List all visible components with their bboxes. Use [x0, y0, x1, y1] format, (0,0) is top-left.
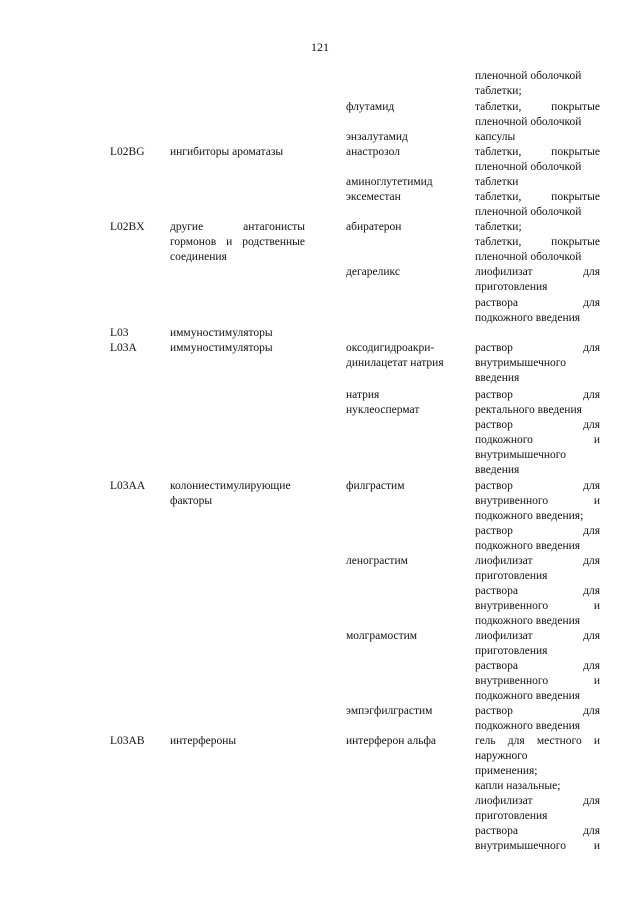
- table-cell-line: лиофилизат для: [475, 555, 600, 567]
- table-cell-line: молграмостим: [346, 630, 418, 642]
- table-cell-line: пленочной оболочкой: [475, 206, 582, 218]
- table-cell-line: дегареликс: [346, 266, 400, 278]
- table-cell-line: таблетки, покрытые: [475, 191, 600, 203]
- table-cell-line: пленочной оболочкой: [475, 161, 582, 173]
- table-cell-line: L03AB: [110, 735, 145, 747]
- table-cell-line: флутамид: [346, 101, 395, 113]
- table-cell-line: анастрозол: [346, 146, 400, 158]
- table-cell-line: подкожного введения: [475, 615, 581, 627]
- table-cell-line: филграстим: [346, 480, 405, 492]
- table-cell-line: ленограстим: [346, 555, 408, 567]
- page-number: 121: [311, 40, 329, 54]
- table-cell-line: натрия: [346, 389, 380, 401]
- table-cell-line: лиофилизат для: [475, 266, 600, 278]
- table-cell-line: колониестимулирующие: [170, 480, 291, 492]
- table-cell-line: раствора для: [475, 297, 600, 309]
- table-cell-line: лиофилизат для: [475, 795, 600, 807]
- table-cell-line: ингибиторы ароматазы: [170, 146, 284, 158]
- table-cell-line: подкожного введения: [475, 540, 581, 552]
- table-cell-line: раствор для: [475, 419, 600, 431]
- table-cell-line: наружного: [475, 750, 528, 762]
- table-cell-line: раствора для: [475, 660, 600, 672]
- table-cell-line: применения;: [475, 765, 538, 777]
- table-cell-line: таблетки;: [475, 85, 522, 97]
- table-cell-line: иммуностимуляторы: [170, 342, 273, 354]
- table-cell-line: L02BG: [110, 146, 145, 158]
- table-cell-line: таблетки;: [475, 221, 522, 233]
- table-cell-line: подкожного введения: [475, 720, 581, 732]
- table-cell-line: раствор для: [475, 480, 600, 492]
- table-cell-line: таблетки, покрытые: [475, 101, 600, 113]
- table-cell-line: раствор для: [475, 705, 600, 717]
- table-cell-line: интерферон альфа: [346, 735, 437, 747]
- table-cell-line: таблетки, покрытые: [475, 146, 600, 158]
- table-cell-line: внутривенного и: [475, 600, 600, 612]
- table-cell-line: гель для местного и: [475, 735, 600, 747]
- table-cell-line: L03: [110, 327, 129, 339]
- table-cell-line: пленочной оболочкой: [475, 251, 582, 263]
- table-cell-line: подкожного введения: [475, 690, 581, 702]
- table-cell-line: раствор для: [475, 342, 600, 354]
- table-cell-line: абиратерон: [346, 221, 402, 233]
- table-cell-line: лиофилизат для: [475, 630, 600, 642]
- table-cell-line: введения: [475, 464, 520, 476]
- table-cell-line: интерфероны: [170, 735, 237, 747]
- table-cell-line: аминоглутетимид: [346, 176, 433, 188]
- table-cell-line: внутримышечного: [475, 449, 566, 461]
- table-cell-line: оксодигидроакри-: [346, 342, 435, 354]
- table-cell-line: раствор для: [475, 525, 600, 537]
- table-cell-line: таблетки, покрытые: [475, 236, 600, 248]
- table-cell-line: ректального введения: [475, 404, 582, 416]
- table-cell-line: L03AA: [110, 480, 146, 492]
- table-cell-line: таблетки: [475, 176, 519, 188]
- table-cell-line: приготовления: [475, 570, 548, 582]
- table-cell-line: факторы: [170, 495, 213, 507]
- table-cell-line: раствор для: [475, 389, 600, 401]
- table-cell-line: внутривенного и: [475, 675, 600, 687]
- table-cell-line: внутримышечного и: [475, 840, 600, 852]
- table-cell-line: раствора для: [475, 585, 600, 597]
- table-cell-line: приготовления: [475, 645, 548, 657]
- table-cell-line: пленочной оболочкой: [475, 116, 582, 128]
- table-cell-line: капсулы: [475, 131, 516, 143]
- table-cell-line: приготовления: [475, 281, 548, 293]
- table-cell-line: раствора для: [475, 825, 600, 837]
- table-cell-line: подкожного введения: [475, 312, 581, 324]
- table-cell-line: подкожного и: [475, 434, 600, 446]
- table-cell-line: соединения: [170, 251, 227, 263]
- table-cell-line: иммуностимуляторы: [170, 327, 273, 339]
- table-cell-line: подкожного введения;: [475, 510, 584, 522]
- table-cell-line: пленочной оболочкой: [475, 70, 582, 82]
- table-cell-line: введения: [475, 372, 520, 384]
- table-cell-line: гормонов и родственные: [170, 236, 305, 248]
- table-cell-line: капли назальные;: [475, 780, 561, 792]
- table-cell-line: внутримышечного: [475, 357, 566, 369]
- table-cell-line: внутривенного и: [475, 495, 600, 507]
- table-cell-line: приготовления: [475, 810, 548, 822]
- table-cell-line: нуклеоспермат: [346, 404, 420, 416]
- table-cell-line: энзалутамид: [346, 131, 408, 143]
- table-cell-line: другие антагонисты: [170, 221, 305, 233]
- table-cell-line: L02BX: [110, 221, 145, 233]
- table-cell-line: эксеместан: [346, 191, 401, 203]
- table-cell-line: L03A: [110, 342, 137, 354]
- table-cell-line: динилацетат натрия: [346, 357, 444, 369]
- table-cell-line: эмпэгфилграстим: [346, 705, 433, 717]
